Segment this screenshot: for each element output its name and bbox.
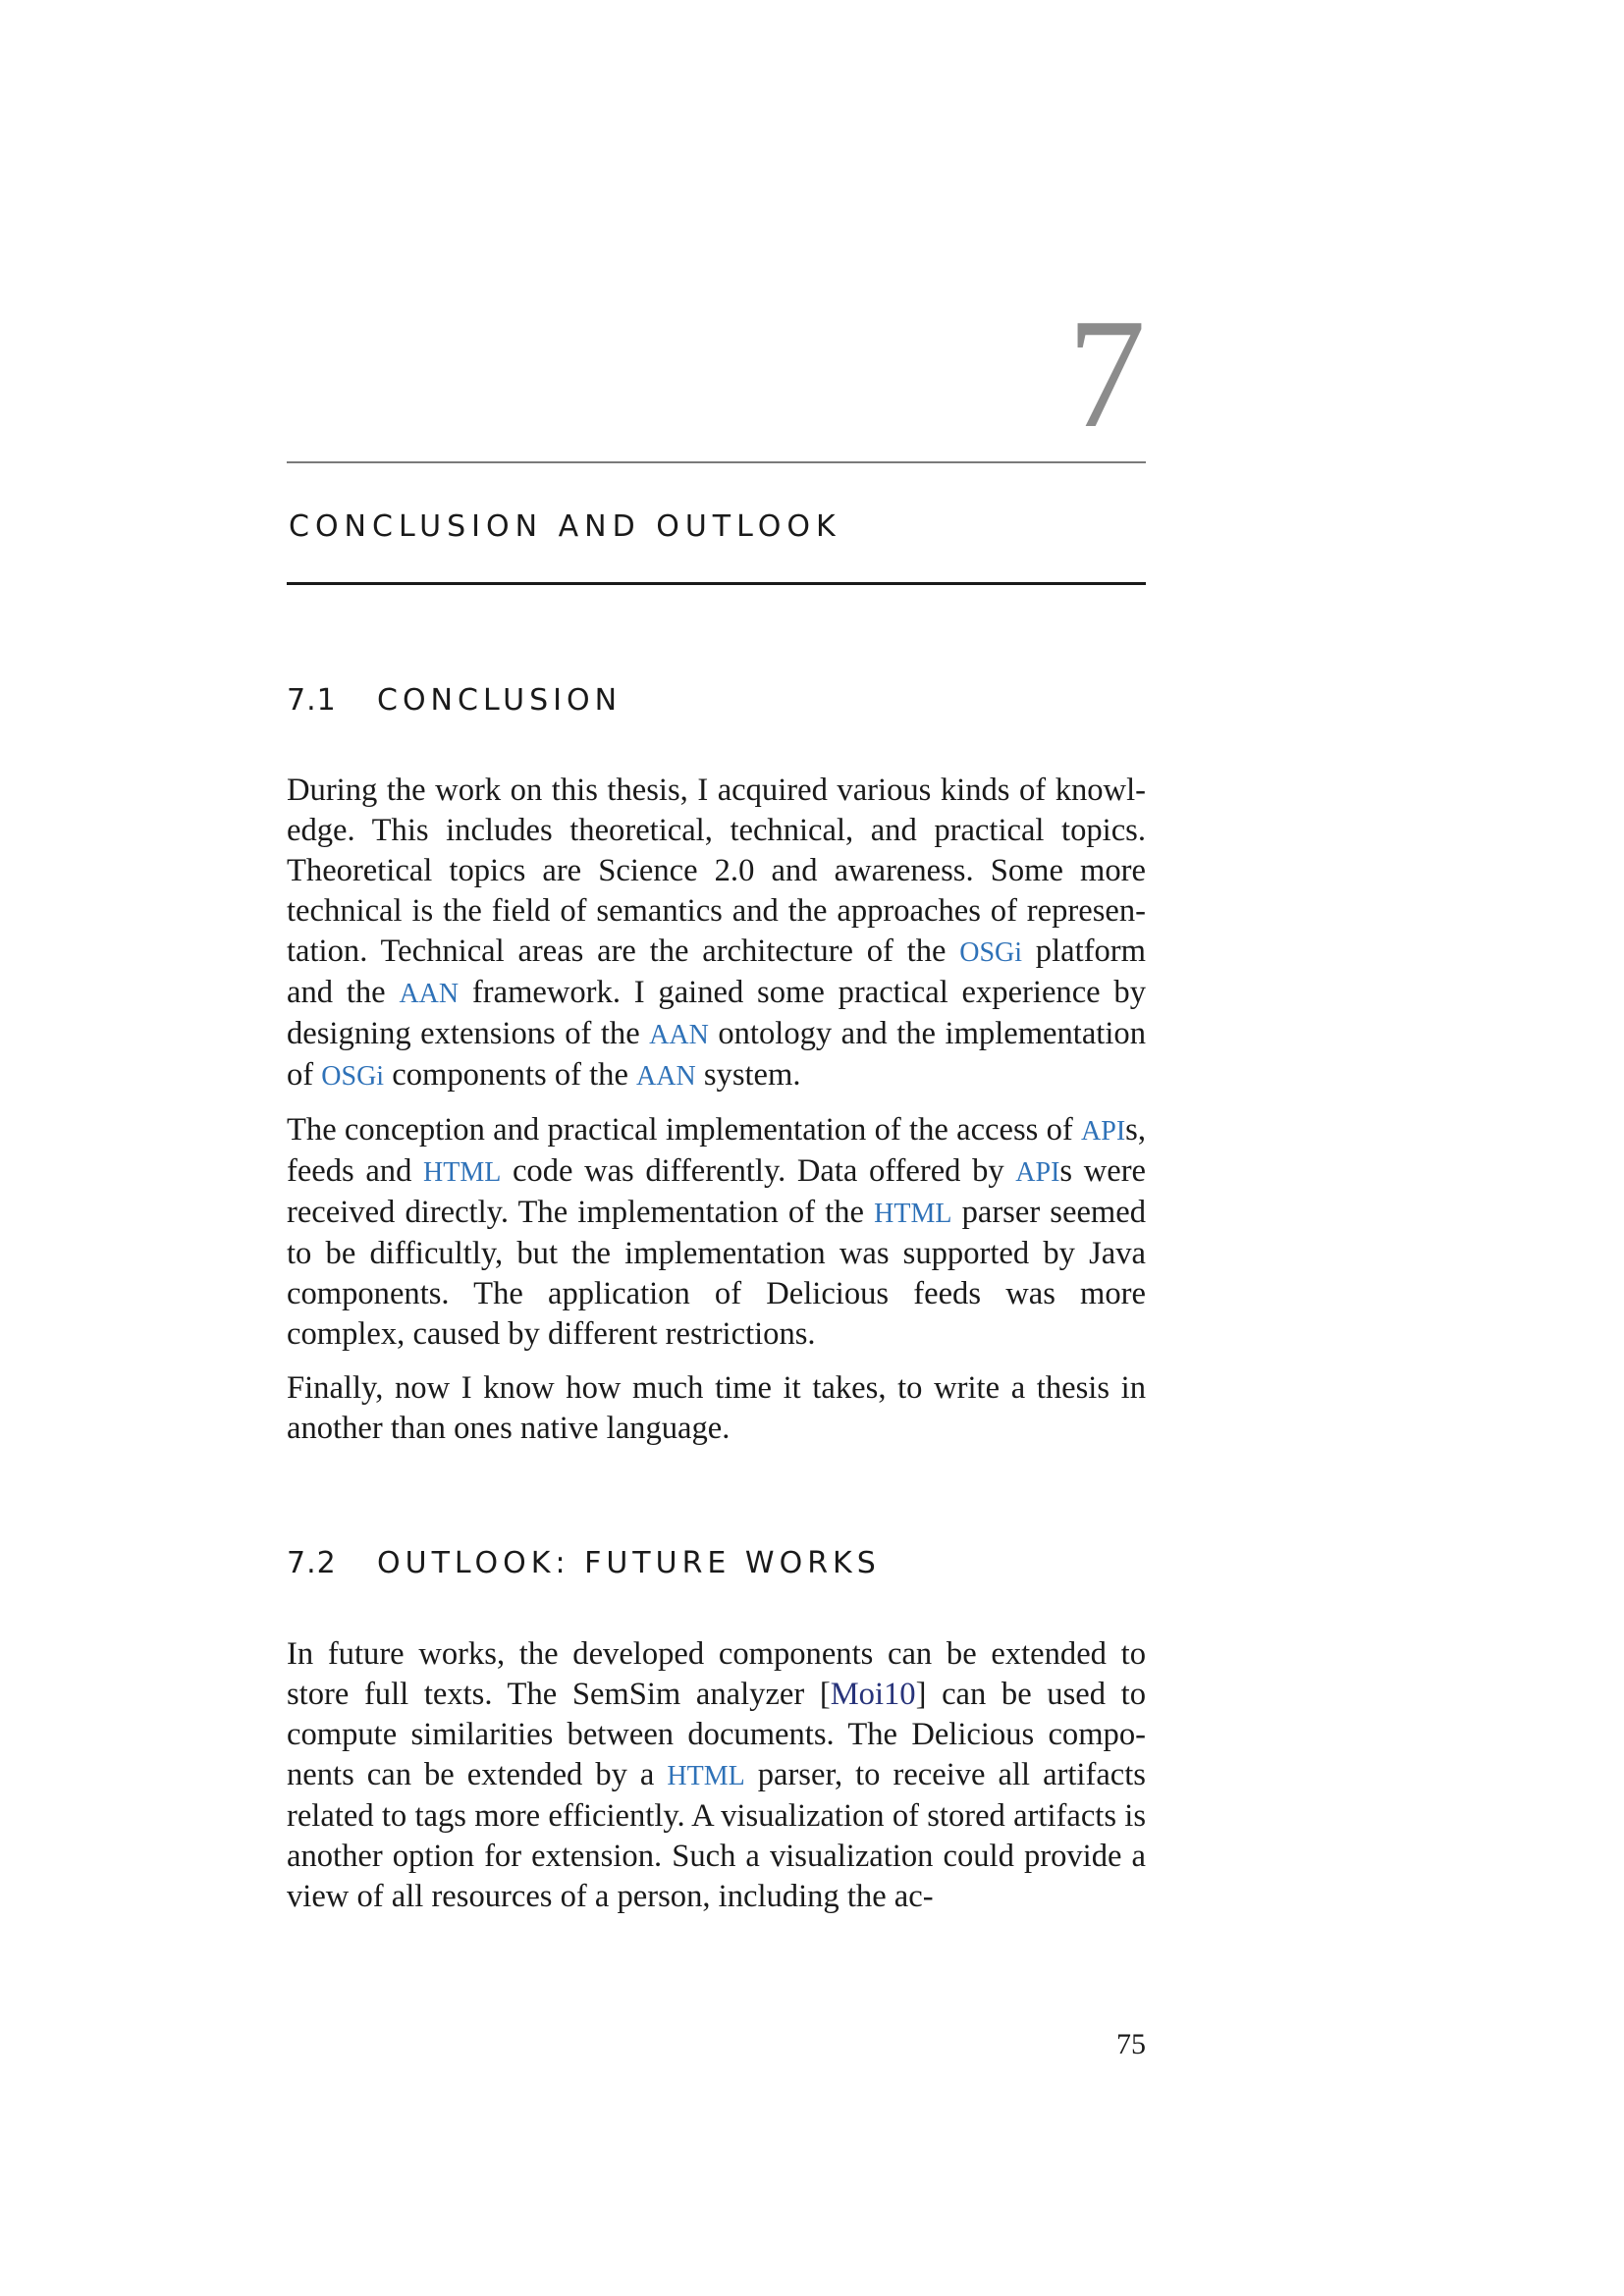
text-run: ] can be used to compute similarities between documents. The Delicious components can be extended by a — [287, 1677, 1146, 1792]
section-number: 7.2 — [287, 1546, 337, 1580]
acronym-link[interactable]: API — [1081, 1116, 1126, 1147]
text-run: ontology and the implementation of — [287, 1016, 1146, 1093]
chapter-title: CONCLUSION AND OUTLOOK — [289, 509, 841, 544]
text-run: Finally, now I know how much time it takes, to write a thesis in another than ones native language. — [287, 1370, 1146, 1446]
text-run: code was differently. Data offered by — [501, 1153, 1016, 1189]
page-number: 75 — [1116, 2028, 1146, 2060]
chapter-number: 7 — [1067, 286, 1146, 460]
paragraph — [287, 771, 1146, 1096]
section-body-conclusion — [287, 771, 1146, 1463]
text-run: parser seemed to be difficultly, but the implementation was supported by Java components. The application of Delicious feeds was more complex, caused by different restrictions. — [287, 1195, 1146, 1352]
acronym-link[interactable]: HTML — [667, 1761, 745, 1791]
acronym-link[interactable]: OSGi — [959, 937, 1023, 968]
chapter-rule-bottom — [287, 582, 1146, 585]
acronym-link[interactable]: AAN — [636, 1061, 696, 1092]
chapter-rule-top — [287, 461, 1146, 463]
acronym-link[interactable]: HTML — [423, 1157, 502, 1188]
paragraph — [287, 1110, 1146, 1355]
section-body-outlook — [287, 1634, 1146, 1931]
acronym-link[interactable]: API — [1015, 1157, 1060, 1188]
text-run: The conception and practical implementation of the access of — [287, 1112, 1082, 1148]
text-run: s, feeds and — [287, 1112, 1146, 1189]
paragraph — [287, 1368, 1146, 1449]
acronym-link[interactable]: AAN — [399, 979, 460, 1009]
section-number: 7.1 — [287, 683, 337, 718]
text-run: During the work on this thesis, I acquired various kinds of knowledge. This includes theoretical, technical, and practical topics. Theoretical topics are Science 2.0 and awareness. Some more technical is the field of semantics and the approaches of representation. Technical areas are the architecture of the — [287, 773, 1146, 969]
text-run: system. — [695, 1057, 801, 1093]
section-title: OUTLOOK: FUTURE WORKS — [377, 1546, 881, 1580]
section-title: CONCLUSION — [377, 683, 623, 718]
citation-link[interactable]: Moi10 — [830, 1677, 916, 1712]
text-run: platform and the — [287, 934, 1146, 1010]
section-heading-conclusion — [287, 683, 622, 718]
text-run: framework. I gained some practical experience by designing extensions of the — [287, 975, 1146, 1051]
paragraph — [287, 1634, 1146, 1917]
section-heading-outlook — [287, 1546, 881, 1580]
text-run: s were received directly. The implementation of the — [287, 1153, 1146, 1230]
text-run: In future works, the developed components can be extended to store full texts. The SemSim analyzer [ — [287, 1636, 1146, 1712]
text-run: parser, to receive all artifacts related to tags more efficiently. A visualization of stored artifacts is another option for extension. Such a visualization could provide a view of all resources of a person, including the ac- — [287, 1757, 1146, 1914]
acronym-link[interactable]: AAN — [649, 1020, 709, 1050]
text-run: components of the — [384, 1057, 637, 1093]
acronym-link[interactable]: HTML — [874, 1199, 952, 1229]
acronym-link[interactable]: OSGi — [321, 1061, 385, 1092]
